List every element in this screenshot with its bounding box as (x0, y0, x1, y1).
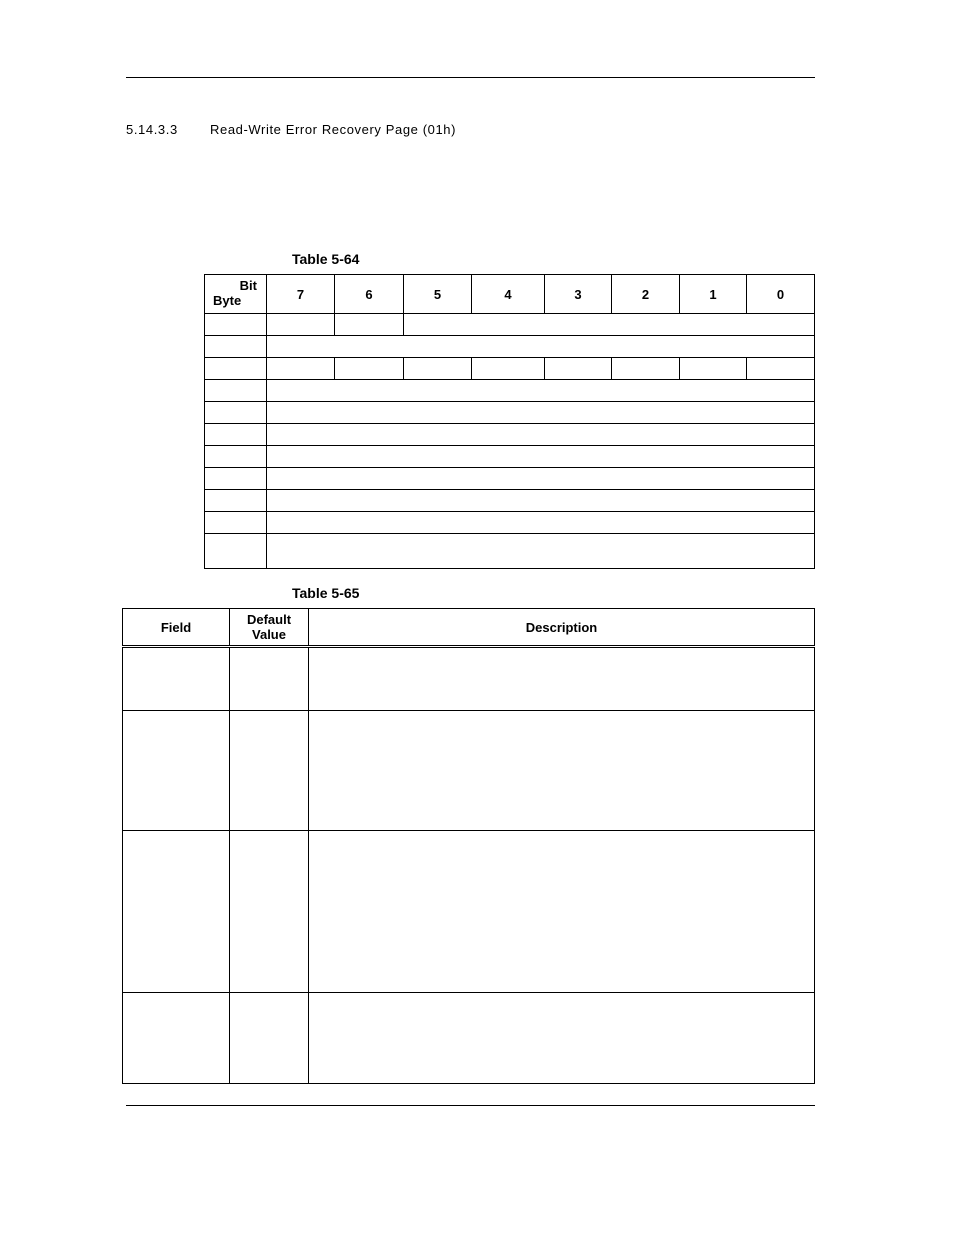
table-row (123, 993, 815, 1084)
field-cell (267, 380, 815, 402)
table-65-header-row (123, 609, 815, 647)
table-row (205, 512, 815, 534)
field-cell (267, 512, 815, 534)
field-cell (123, 831, 230, 993)
byte-label: Byte (213, 293, 242, 308)
byte-cell (205, 490, 267, 512)
field-cell (404, 358, 472, 380)
field-cell (335, 358, 404, 380)
section-title: Read-Write Error Recovery Page (01h) (210, 122, 457, 137)
byte-cell (205, 380, 267, 402)
bottom-rule (126, 1105, 815, 1106)
byte-cell (205, 402, 267, 424)
table-row (205, 314, 815, 336)
top-rule (126, 77, 815, 78)
table-row (205, 490, 815, 512)
field-cell (747, 358, 815, 380)
byte-cell (205, 336, 267, 358)
table-row (123, 647, 815, 711)
section-heading (126, 122, 456, 137)
section-number: 5.14.3.3 (126, 122, 178, 137)
description-header: Description (309, 609, 815, 647)
table-row (205, 468, 815, 490)
field-cell (267, 314, 335, 336)
field-cell (267, 446, 815, 468)
table-row (123, 711, 815, 831)
default-cell (230, 831, 309, 993)
default-cell (230, 647, 309, 711)
description-cell (309, 993, 815, 1084)
description-cell (309, 831, 815, 993)
table-row (205, 446, 815, 468)
field-cell (472, 358, 545, 380)
bit-4-header: 4 (472, 275, 545, 314)
table-row (205, 358, 815, 380)
byte-cell (205, 358, 267, 380)
table-65 (122, 608, 815, 1084)
field-cell (612, 358, 680, 380)
field-cell (267, 336, 815, 358)
field-cell (123, 993, 230, 1084)
field-cell (267, 358, 335, 380)
table-64-caption: Table 5-64 (292, 251, 360, 267)
bit-3-header: 3 (545, 275, 612, 314)
field-cell (267, 424, 815, 446)
bit-6-header: 6 (335, 275, 404, 314)
table-65-caption: Table 5-65 (292, 585, 360, 601)
table-row (205, 402, 815, 424)
field-cell (123, 647, 230, 711)
default-value-header (230, 609, 309, 647)
field-cell (404, 314, 815, 336)
description-cell (309, 711, 815, 831)
bit-7-header: 7 (267, 275, 335, 314)
table-row (123, 831, 815, 993)
table-row (205, 336, 815, 358)
field-cell (267, 402, 815, 424)
byte-cell (205, 446, 267, 468)
field-header: Field (123, 609, 230, 647)
bit-label: Bit (239, 278, 257, 293)
field-cell (267, 490, 815, 512)
default-cell (230, 993, 309, 1084)
byte-cell (205, 468, 267, 490)
table-row (205, 380, 815, 402)
byte-cell (205, 424, 267, 446)
field-cell (267, 468, 815, 490)
default-cell (230, 711, 309, 831)
table-64 (204, 274, 815, 569)
byte-cell (205, 314, 267, 336)
table-64-header-row (205, 275, 815, 314)
bit-5-header: 5 (404, 275, 472, 314)
field-cell (680, 358, 747, 380)
byte-cell (205, 534, 267, 569)
byte-cell (205, 512, 267, 534)
field-cell (335, 314, 404, 336)
bit-0-header: 0 (747, 275, 815, 314)
bit-2-header: 2 (612, 275, 680, 314)
table-row (205, 424, 815, 446)
default-value-header-text: Default Value (246, 612, 292, 642)
description-cell (309, 647, 815, 711)
table-row (205, 534, 815, 569)
field-cell (545, 358, 612, 380)
bit-1-header: 1 (680, 275, 747, 314)
bit-byte-corner-cell (205, 275, 267, 314)
field-cell (267, 534, 815, 569)
field-cell (123, 711, 230, 831)
